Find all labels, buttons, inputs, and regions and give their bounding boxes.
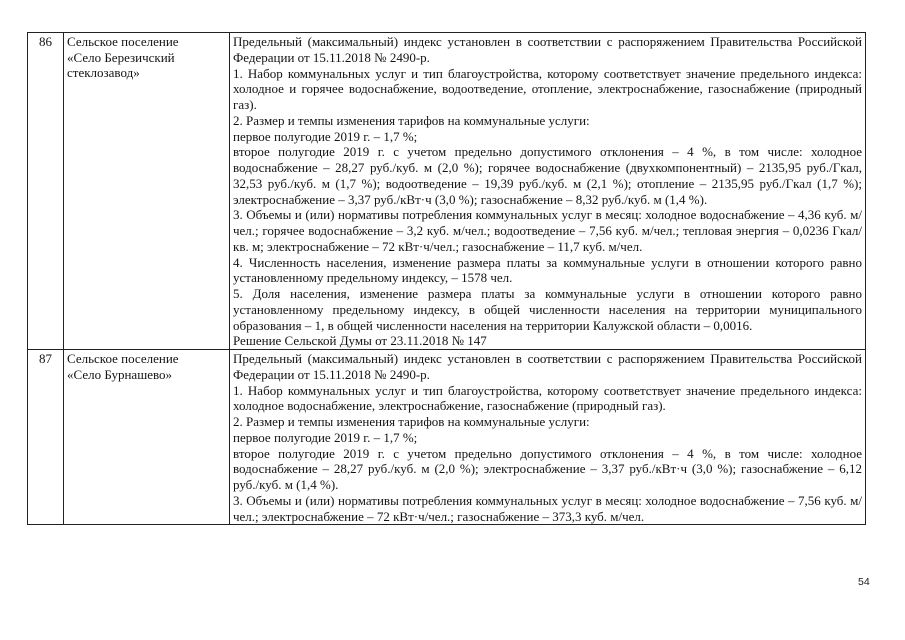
settlement-name <box>64 33 230 350</box>
table-row <box>28 33 866 350</box>
description-paragraph: второе полугодие 2019 г. с учетом предельно допустимого отклонения – 4 %, в том числе: холодное водоснабжение – 28,27 руб./куб. м (2,0 %); электроснабжение – 3,37 руб./кВт·ч (3,0 %); газоснабжение – 6,12 руб./куб. м (1,4 %). <box>233 445 862 492</box>
index-description <box>230 350 866 525</box>
row-number: 86 <box>28 33 64 350</box>
description-paragraph: 4. Численность населения, изменение размера платы за коммунальные услуги в отношении которого равно установленному предельному индексу, – 1578 чел. <box>233 254 862 286</box>
description-paragraph: 3. Объемы и (или) нормативы потребления коммунальных услуг в месяц: холодное водоснабжение – 4,36 куб. м/чел.; горячее водоснабжение – 3,2 куб. м/чел.; водоотведение – 7,56 куб. м/чел.; тепловая энергия – 0,0236 Гкал/кв. м; электроснабжение – 72 кВт·ч/чел.; газоснабжение – 11,7 куб. м/чел. <box>233 207 862 254</box>
settlement-name <box>64 350 230 525</box>
index-description <box>230 33 866 350</box>
description-paragraph: 3. Объемы и (или) нормативы потребления коммунальных услуг в месяц: холодное водоснабжение – 7,56 куб. м/чел.; электроснабжение – 72 кВт·ч/чел.; газоснабжение – 373,3 куб. м/чел. <box>233 492 862 524</box>
settlement-name-line: Сельское поселение <box>67 351 179 366</box>
table-row <box>28 350 866 525</box>
settlement-name-line: «Село Березичский <box>67 49 175 65</box>
description-paragraph: второе полугодие 2019 г. с учетом предельно допустимого отклонения – 4 %, в том числе: холодное водоснабжение – 28,27 руб./куб. м (2,0 %); горячее водоснабжение (двухкомпонентный) – 2135,95 руб./Гкал, 32,53 руб./куб. м (1,7 %); водоотведение – 19,39 руб./куб. м (2,1 %); отопление – 2135,95 руб./Гкал (1,7 %); электроснабжение – 3,37 руб./кВт·ч (3,0 %); газоснабжение – 8,32 руб./куб. м (1,4 %). <box>233 144 862 207</box>
description-paragraph: 2. Размер и темпы изменения тарифов на коммунальные услуги: <box>233 414 590 429</box>
description-paragraph: Решение Сельской Думы от 23.11.2018 № 147 <box>233 333 487 349</box>
page-number: 54 <box>858 576 870 588</box>
description-paragraph: первое полугодие 2019 г. – 1,7 %; <box>233 128 418 144</box>
description-paragraph: 5. Доля населения, изменение размера платы за коммунальные услуги в отношении которого равно установленному предельному индексу, в общей численности населения на территории муниципального образования – 1, в общей численности населения на территории Калужской области – 0,0016. <box>233 286 862 333</box>
settlement-name-line: стеклозавод» <box>67 65 140 81</box>
description-paragraph: Предельный (максимальный) индекс установлен в соответствии с распоряжением Правительства Российской Федерации от 15.11.2018 № 2490-р. <box>233 351 862 382</box>
description-paragraph: Предельный (максимальный) индекс установлен в соответствии с распоряжением Правительства Российской Федерации от 15.11.2018 № 2490-р. <box>233 34 862 65</box>
description-paragraph: 1. Набор коммунальных услуг и тип благоустройства, которому соответствует значение предельного индекса: холодное и горячее водоснабжение, водоотведение, отопление, электроснабжение, газоснабжение (природный газ). <box>233 65 862 112</box>
description-paragraph: 2. Размер и темпы изменения тарифов на коммунальные услуги: <box>233 112 590 128</box>
description-paragraph: первое полугодие 2019 г. – 1,7 %; <box>233 429 418 445</box>
settlement-name-line: Сельское поселение <box>67 34 179 49</box>
settlement-name-line: «Село Бурнашево» <box>67 366 173 382</box>
row-number: 87 <box>28 350 64 525</box>
document-page <box>27 32 866 525</box>
index-table <box>27 32 866 525</box>
description-paragraph: 1. Набор коммунальных услуг и тип благоустройства, которому соответствует значение предельного индекса: холодное водоснабжение, электроснабжение, газоснабжение (природный газ). <box>233 382 862 414</box>
